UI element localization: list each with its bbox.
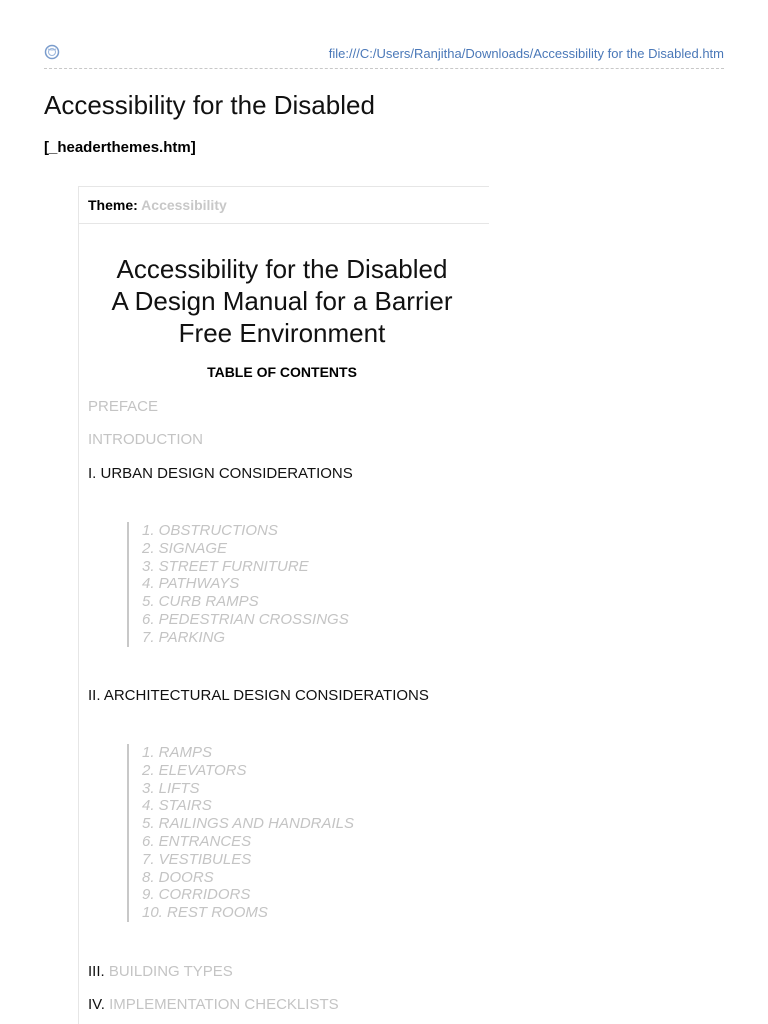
document-title-line: Free Environment: [178, 318, 386, 348]
theme-row: [79, 187, 489, 224]
toc-section-architectural-design: II. ARCHITECTURAL DESIGN CONSIDERATIONS: [88, 687, 429, 704]
toc-link-railings-handrails[interactable]: 5. RAILINGS AND HANDRAILS: [142, 815, 354, 833]
toc-link-doors[interactable]: 8. DOORS: [142, 868, 214, 886]
content-frame: [78, 186, 489, 1024]
toc-link-stairs[interactable]: 4. STAIRS: [142, 797, 212, 815]
toc-heading: TABLE OF CONTENTS: [207, 364, 357, 380]
toc-link-street-furniture[interactable]: 3. STREET FURNITURE: [142, 557, 309, 575]
document-title: [79, 253, 485, 349]
toc-link-obstructions[interactable]: 1. OBSTRUCTIONS: [142, 522, 278, 539]
toc-link-rest-rooms[interactable]: 10. REST ROOMS: [142, 904, 268, 922]
globe-icon: [44, 44, 60, 60]
theme-label-text: Theme:: [88, 197, 138, 213]
toc-link-elevators[interactable]: 2. ELEVATORS: [142, 761, 247, 779]
toc-link-signage[interactable]: 2. SIGNAGE: [142, 539, 228, 557]
toc-link-parking[interactable]: 7. PARKING: [142, 628, 226, 646]
toc-link-building-types[interactable]: BUILDING TYPES: [108, 963, 233, 980]
section-numeral: IV.: [88, 996, 105, 1013]
source-url[interactable]: file:///C:/Users/Ranjitha/Downloads/Accessibility for the Disabled.htm: [328, 46, 724, 61]
toc-link-preface[interactable]: PREFACE: [88, 398, 159, 415]
architectural-design-sublist: [127, 744, 354, 922]
section-numeral: III.: [88, 963, 105, 980]
toc-link-implementation-checklists[interactable]: IMPLEMENTATION CHECKLISTS: [109, 996, 339, 1013]
toc-link-curb-ramps[interactable]: 5. CURB RAMPS: [142, 593, 259, 611]
toc-link-vestibules[interactable]: 7. VESTIBULES: [142, 850, 252, 868]
document-title-line: A Design Manual for a Barrier: [111, 286, 453, 316]
toc-section-implementation-checklists: [88, 996, 339, 1013]
toc-link-entrances[interactable]: 6. ENTRANCES: [142, 832, 252, 850]
toc-section-building-types: [88, 963, 233, 980]
header-include-placeholder: [_headerthemes.htm]: [44, 139, 196, 156]
print-header: [44, 40, 724, 69]
theme-label: [88, 197, 227, 213]
toc-link-pathways[interactable]: 4. PATHWAYS: [142, 575, 240, 593]
toc-link-lifts[interactable]: 3. LIFTS: [142, 779, 200, 797]
toc-link-introduction[interactable]: INTRODUCTION: [88, 431, 203, 448]
page-title: Accessibility for the Disabled: [44, 90, 375, 120]
toc-link-corridors[interactable]: 9. CORRIDORS: [142, 886, 251, 904]
toc-section-urban-design: I. URBAN DESIGN CONSIDERATIONS: [88, 465, 353, 482]
theme-link[interactable]: Accessibility: [141, 197, 227, 213]
toc-link-ramps[interactable]: 1. RAMPS: [142, 744, 213, 761]
urban-design-sublist: [127, 522, 349, 647]
document-title-line: Accessibility for the Disabled: [116, 254, 448, 284]
toc-link-pedestrian-crossings[interactable]: 6. PEDESTRIAN CROSSINGS: [142, 610, 349, 628]
